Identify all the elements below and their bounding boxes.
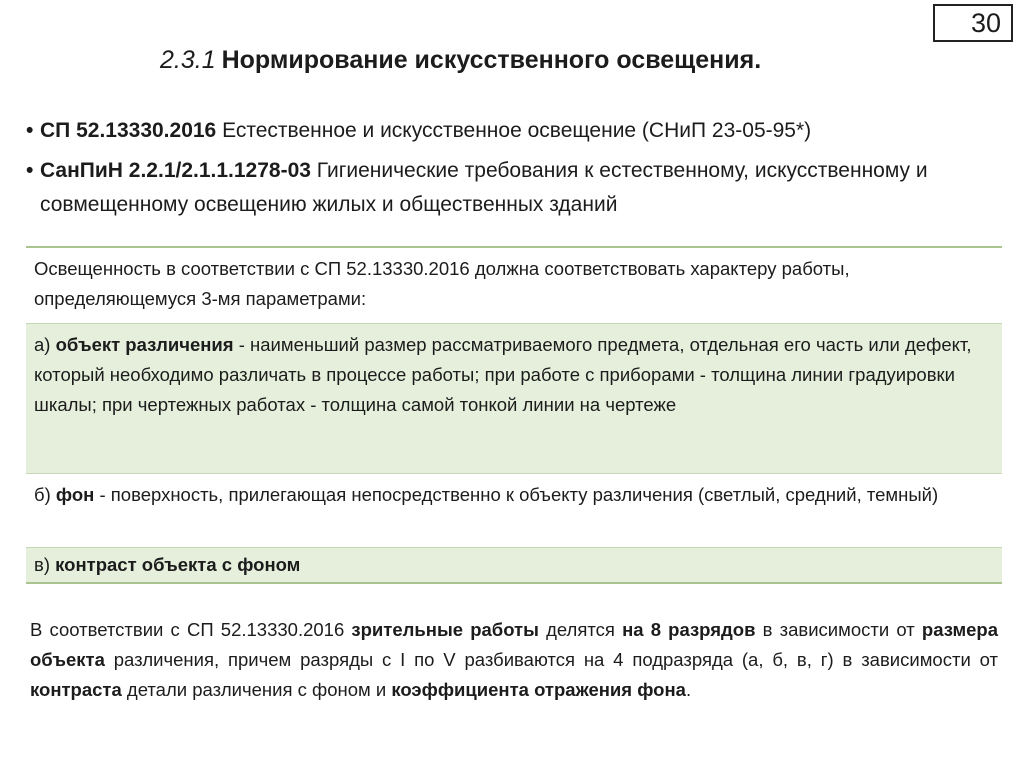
summary-text: . (685, 679, 692, 700)
page-number: 30 (933, 4, 1013, 42)
bullet-icon: • (26, 159, 34, 182)
summary-bold: размера объекта (30, 619, 999, 670)
summary-text: в зависимости от (755, 619, 922, 640)
parameters-table (26, 246, 1002, 584)
summary-paragraph (30, 615, 998, 705)
summary-text: детали различения с фоном и (121, 679, 392, 700)
summary-bold: контраста (30, 679, 122, 700)
summary-bold: коэффициента отражения фона (391, 679, 686, 700)
table-row-background (26, 474, 1002, 548)
table-row-intro (26, 248, 1002, 324)
bullet-icon: • (26, 119, 34, 142)
row-term: контраст объекта с фоном (55, 554, 301, 575)
row-text: - поверхность, прилегающая непосредственно к объекту различения (светлый, средний, темный) (94, 484, 939, 505)
bullet-list (26, 114, 1016, 228)
intro-text: Освещенность в соответствии с СП 52.13330.2016 должна соответствовать характеру работы, определяющемуся 3-мя параметрами: (34, 258, 850, 309)
summary-bold: зрительные работы (351, 619, 539, 640)
summary-text: различения, причем разряды с I по V разбиваются на 4 подразряда (а, б, в, г) в зависимости от (104, 649, 998, 670)
table-row-object (26, 324, 1002, 474)
row-term: фон (55, 484, 95, 505)
bullet-item-sp (26, 114, 1016, 148)
summary-text: делятся (538, 619, 623, 640)
bullet-text: Гигиенические требования к естественному, искусственному и совмещенному освещению жилых и общественных зданий (40, 159, 928, 216)
bullet-text: Естественное и искусственное освещение (СНиП 23-05-95*) (216, 119, 812, 142)
bullet-code: СанПиН 2.2.1/2.1.1.1278-03 (40, 159, 311, 182)
row-prefix: б) (34, 484, 56, 505)
bullet-code: СП 52.13330.2016 (40, 119, 217, 142)
row-prefix: в) (34, 554, 56, 575)
bullet-item-sanpin (26, 154, 1016, 222)
page-title (160, 46, 761, 75)
table-row-contrast (26, 548, 1002, 582)
row-text: - наименьший размер рассматриваемого предмета, отдельная его часть или дефект, который необходимо различать в процессе работы; при работе с приборами - толщина линии градуировки шкалы; при чертежных работах - толщина самой тонкой линии на чертеже (34, 334, 972, 415)
summary-text: В соответствии с СП 52.13330.2016 (30, 619, 352, 640)
summary-bold: на 8 разрядов (622, 619, 756, 640)
row-term: объект различения (55, 334, 234, 355)
title-text: Нормирование искусственного освещения. (221, 46, 762, 74)
row-prefix: а) (34, 334, 56, 355)
title-number: 2.3.1 (160, 46, 216, 74)
